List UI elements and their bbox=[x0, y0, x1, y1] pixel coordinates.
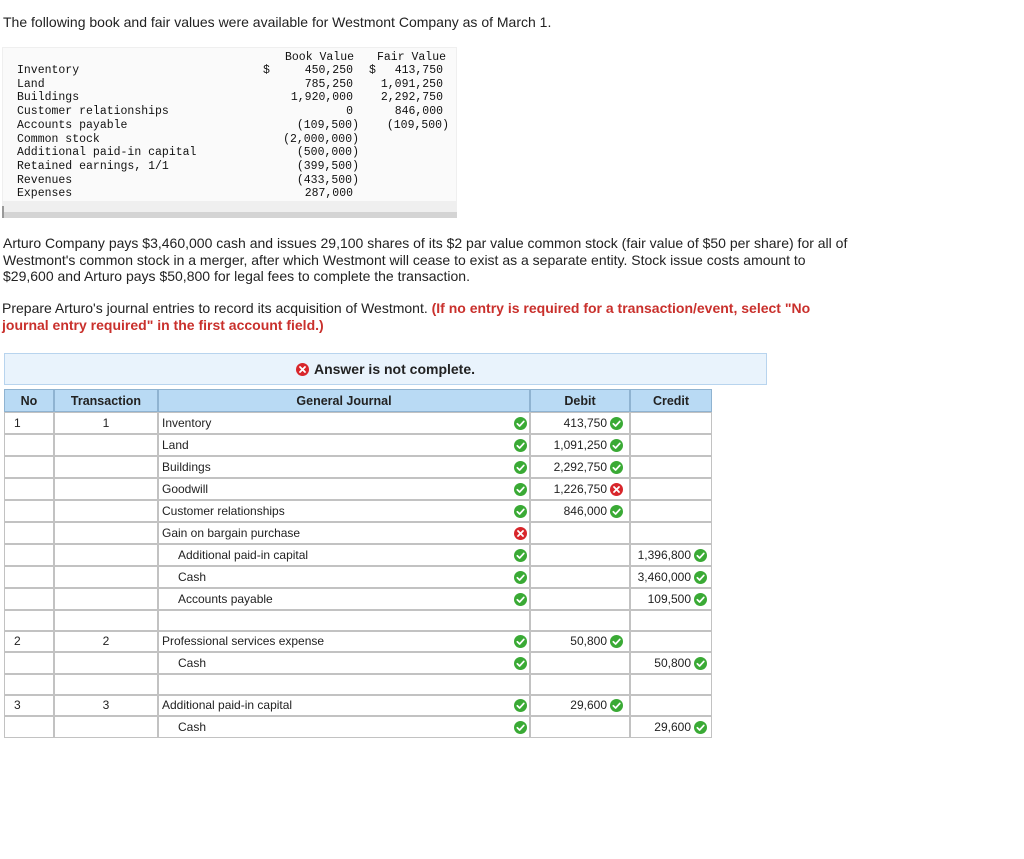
transaction-number bbox=[54, 588, 158, 610]
correct-check-icon bbox=[610, 635, 623, 648]
credit-field[interactable] bbox=[630, 652, 712, 674]
account-name: Goodwill bbox=[162, 482, 209, 496]
account-field[interactable] bbox=[158, 652, 530, 674]
row-number: 2 bbox=[4, 630, 54, 652]
credit-amount: 29,600 bbox=[654, 720, 691, 734]
account-field[interactable] bbox=[158, 522, 530, 544]
debit-amount: 2,292,750 bbox=[553, 460, 607, 474]
correct-check-icon bbox=[514, 635, 527, 648]
credit-field[interactable] bbox=[630, 478, 712, 500]
transaction-number: 1 bbox=[54, 412, 158, 434]
account-name: Gain on bargain purchase bbox=[162, 526, 301, 540]
account-field[interactable] bbox=[158, 674, 530, 696]
value-row-label: Additional paid-in capital bbox=[17, 146, 197, 160]
debit-amount: 29,600 bbox=[570, 698, 607, 712]
credit-amount: 1,396,800 bbox=[637, 548, 691, 562]
transaction-number bbox=[54, 478, 158, 500]
account-field[interactable] bbox=[158, 478, 530, 500]
transaction-number bbox=[54, 500, 158, 522]
account-field[interactable] bbox=[158, 716, 530, 738]
correct-check-icon bbox=[514, 657, 527, 670]
row-number: 1 bbox=[4, 412, 54, 434]
debit-field[interactable] bbox=[530, 588, 630, 610]
header-book-value: Book Value bbox=[285, 51, 355, 64]
correct-check-icon bbox=[514, 505, 527, 518]
incorrect-x-icon bbox=[514, 527, 527, 540]
account-field[interactable] bbox=[158, 500, 530, 522]
transaction-number: 3 bbox=[54, 694, 158, 716]
correct-check-icon bbox=[694, 657, 707, 670]
book-value: 0 bbox=[346, 105, 353, 119]
debit-field[interactable] bbox=[530, 434, 630, 456]
transaction-number bbox=[54, 456, 158, 478]
debit-field[interactable] bbox=[530, 522, 630, 544]
book-value: (109,500) bbox=[296, 118, 359, 132]
fair-value: 846,000 bbox=[394, 105, 443, 119]
credit-field[interactable] bbox=[630, 434, 712, 456]
credit-field[interactable] bbox=[630, 716, 712, 738]
header-debit: Debit bbox=[530, 389, 630, 412]
debit-field[interactable] bbox=[530, 610, 630, 632]
credit-field[interactable] bbox=[630, 522, 712, 544]
correct-check-icon bbox=[694, 549, 707, 562]
row-number: 3 bbox=[4, 694, 54, 716]
debit-field[interactable] bbox=[530, 544, 630, 566]
account-name: Cash bbox=[178, 720, 207, 734]
account-field[interactable] bbox=[158, 610, 530, 632]
answer-status-bar bbox=[4, 353, 767, 385]
incorrect-x-icon bbox=[296, 363, 309, 376]
account-name: Cash bbox=[178, 656, 207, 670]
row-number bbox=[4, 610, 54, 632]
debit-field[interactable] bbox=[530, 630, 630, 652]
credit-amount: 50,800 bbox=[654, 656, 691, 670]
account-name: Customer relationships bbox=[162, 504, 285, 518]
value-row-label: Revenues bbox=[17, 173, 73, 187]
book-value: 450,250 bbox=[304, 64, 353, 77]
debit-field[interactable] bbox=[530, 674, 630, 696]
correct-check-icon bbox=[514, 549, 527, 562]
correct-check-icon bbox=[610, 439, 623, 452]
credit-field[interactable] bbox=[630, 694, 712, 716]
credit-field[interactable] bbox=[630, 630, 712, 652]
debit-field[interactable] bbox=[530, 694, 630, 716]
fair-value: 413,750 bbox=[394, 64, 443, 77]
correct-check-icon bbox=[514, 461, 527, 474]
debit-amount: 50,800 bbox=[570, 634, 607, 648]
correct-check-icon bbox=[610, 505, 623, 518]
correct-check-icon bbox=[694, 571, 707, 584]
instruction-note: (If no entry is required for a transaction/event, select "No journal entry required" in the first account field.) bbox=[2, 300, 811, 333]
header-general-journal: General Journal bbox=[158, 389, 530, 412]
account-name: Accounts payable bbox=[178, 592, 273, 606]
debit-field[interactable] bbox=[530, 652, 630, 674]
account-field[interactable] bbox=[158, 434, 530, 456]
row-number bbox=[4, 566, 54, 588]
fair-value: 2,292,750 bbox=[380, 91, 443, 105]
credit-field[interactable] bbox=[630, 588, 712, 610]
account-name: Cash bbox=[178, 570, 207, 584]
transaction-number bbox=[54, 434, 158, 456]
transaction-number bbox=[54, 566, 158, 588]
value-row-label: Retained earnings, 1/1 bbox=[17, 159, 169, 173]
value-row-label: Customer relationships bbox=[17, 105, 169, 119]
correct-check-icon bbox=[610, 461, 623, 474]
correct-check-icon bbox=[514, 439, 527, 452]
book-value: (2,000,000) bbox=[283, 132, 359, 146]
value-row-label: Buildings bbox=[17, 91, 80, 105]
correct-check-icon bbox=[514, 483, 527, 496]
row-number bbox=[4, 522, 54, 544]
transaction-number bbox=[54, 610, 158, 632]
transaction-number bbox=[54, 652, 158, 674]
debit-amount: 1,091,250 bbox=[553, 438, 607, 452]
account-field[interactable] bbox=[158, 588, 530, 610]
correct-check-icon bbox=[610, 699, 623, 712]
account-name: Professional services expense bbox=[162, 634, 325, 648]
credit-field[interactable] bbox=[630, 674, 712, 696]
credit-field[interactable] bbox=[630, 566, 712, 588]
row-number bbox=[4, 652, 54, 674]
dollar-sign: $ bbox=[369, 64, 376, 77]
header-transaction: Transaction bbox=[54, 389, 158, 412]
incorrect-x-icon bbox=[610, 483, 623, 496]
debit-field[interactable] bbox=[530, 716, 630, 738]
values-table-body bbox=[3, 48, 456, 201]
intro-text: The following book and fair values were available for Westmont Company as of March 1. bbox=[3, 14, 552, 30]
account-field[interactable] bbox=[158, 544, 530, 566]
answer-status-text: Answer is not complete. bbox=[313, 361, 476, 377]
correct-check-icon bbox=[514, 699, 527, 712]
table-edge-marker bbox=[2, 206, 4, 218]
correct-check-icon bbox=[514, 417, 527, 430]
row-number bbox=[4, 456, 54, 478]
correct-check-icon bbox=[610, 417, 623, 430]
row-number bbox=[4, 478, 54, 500]
transaction-number: 2 bbox=[54, 630, 158, 652]
debit-field[interactable] bbox=[530, 500, 630, 522]
debit-amount: 846,000 bbox=[563, 504, 607, 518]
transaction-number bbox=[54, 716, 158, 738]
correct-check-icon bbox=[514, 571, 527, 584]
row-number bbox=[4, 500, 54, 522]
header-fair-value: Fair Value bbox=[377, 51, 447, 64]
header-no: No bbox=[4, 389, 54, 412]
credit-field[interactable] bbox=[630, 456, 712, 478]
credit-field[interactable] bbox=[630, 500, 712, 522]
row-number bbox=[4, 674, 54, 696]
value-row-label: Land bbox=[17, 77, 45, 91]
account-field[interactable] bbox=[158, 630, 530, 652]
row-number bbox=[4, 544, 54, 566]
credit-field[interactable] bbox=[630, 610, 712, 632]
instructions bbox=[2, 300, 852, 334]
account-name: Land bbox=[162, 438, 189, 452]
transaction-number bbox=[54, 674, 158, 696]
book-value: (399,500) bbox=[296, 159, 359, 173]
fair-value: 1,091,250 bbox=[380, 77, 443, 91]
debit-field[interactable] bbox=[530, 566, 630, 588]
debit-amount: 413,750 bbox=[563, 416, 607, 430]
value-row-label: Common stock bbox=[17, 132, 100, 146]
value-row-label: Inventory bbox=[17, 64, 80, 77]
book-value: (500,000) bbox=[296, 146, 359, 160]
value-row-label: Accounts payable bbox=[17, 118, 128, 132]
row-number bbox=[4, 588, 54, 610]
debit-field[interactable] bbox=[530, 412, 630, 434]
account-name: Additional paid-in capital bbox=[162, 698, 293, 712]
book-value: 1,920,000 bbox=[290, 91, 353, 105]
transaction-number bbox=[54, 522, 158, 544]
debit-field[interactable] bbox=[530, 456, 630, 478]
row-number bbox=[4, 716, 54, 738]
book-value: (433,500) bbox=[296, 173, 359, 187]
correct-check-icon bbox=[694, 721, 707, 734]
correct-check-icon bbox=[694, 593, 707, 606]
account-name: Inventory bbox=[162, 416, 212, 430]
header-credit: Credit bbox=[630, 389, 712, 412]
transaction-number bbox=[54, 544, 158, 566]
values-table bbox=[2, 47, 457, 218]
dollar-sign: $ bbox=[263, 64, 270, 77]
credit-field[interactable] bbox=[630, 412, 712, 434]
book-value: 785,250 bbox=[304, 77, 353, 91]
row-number bbox=[4, 434, 54, 456]
correct-check-icon bbox=[514, 721, 527, 734]
credit-amount: 109,500 bbox=[647, 592, 691, 606]
account-field[interactable] bbox=[158, 412, 530, 434]
debit-amount: 1,226,750 bbox=[553, 482, 607, 496]
account-field[interactable] bbox=[158, 566, 530, 588]
account-name: Buildings bbox=[162, 460, 211, 474]
credit-field[interactable] bbox=[630, 544, 712, 566]
account-field[interactable] bbox=[158, 694, 530, 716]
credit-amount: 3,460,000 bbox=[637, 570, 691, 584]
instruction-text: Prepare Arturo's journal entries to record its acquisition of Westmont. bbox=[2, 300, 428, 316]
value-row-label: Expenses bbox=[17, 187, 73, 201]
correct-check-icon bbox=[514, 593, 527, 606]
debit-field[interactable] bbox=[530, 478, 630, 500]
fair-value: (109,500) bbox=[386, 118, 449, 132]
book-value: 287,000 bbox=[304, 187, 353, 201]
account-field[interactable] bbox=[158, 456, 530, 478]
problem-paragraph: Arturo Company pays $3,460,000 cash and issues 29,100 shares of its $2 par value common stock (fair value of $50 per share) for all of Westmont's common stock in a merger, after which Westmont will cease to exist as a separate entity. Stock issue costs amount to $29,600 and Arturo pays $50,800 for legal fees to complete the transaction. bbox=[3, 235, 848, 284]
account-name: Additional paid-in capital bbox=[178, 548, 309, 562]
